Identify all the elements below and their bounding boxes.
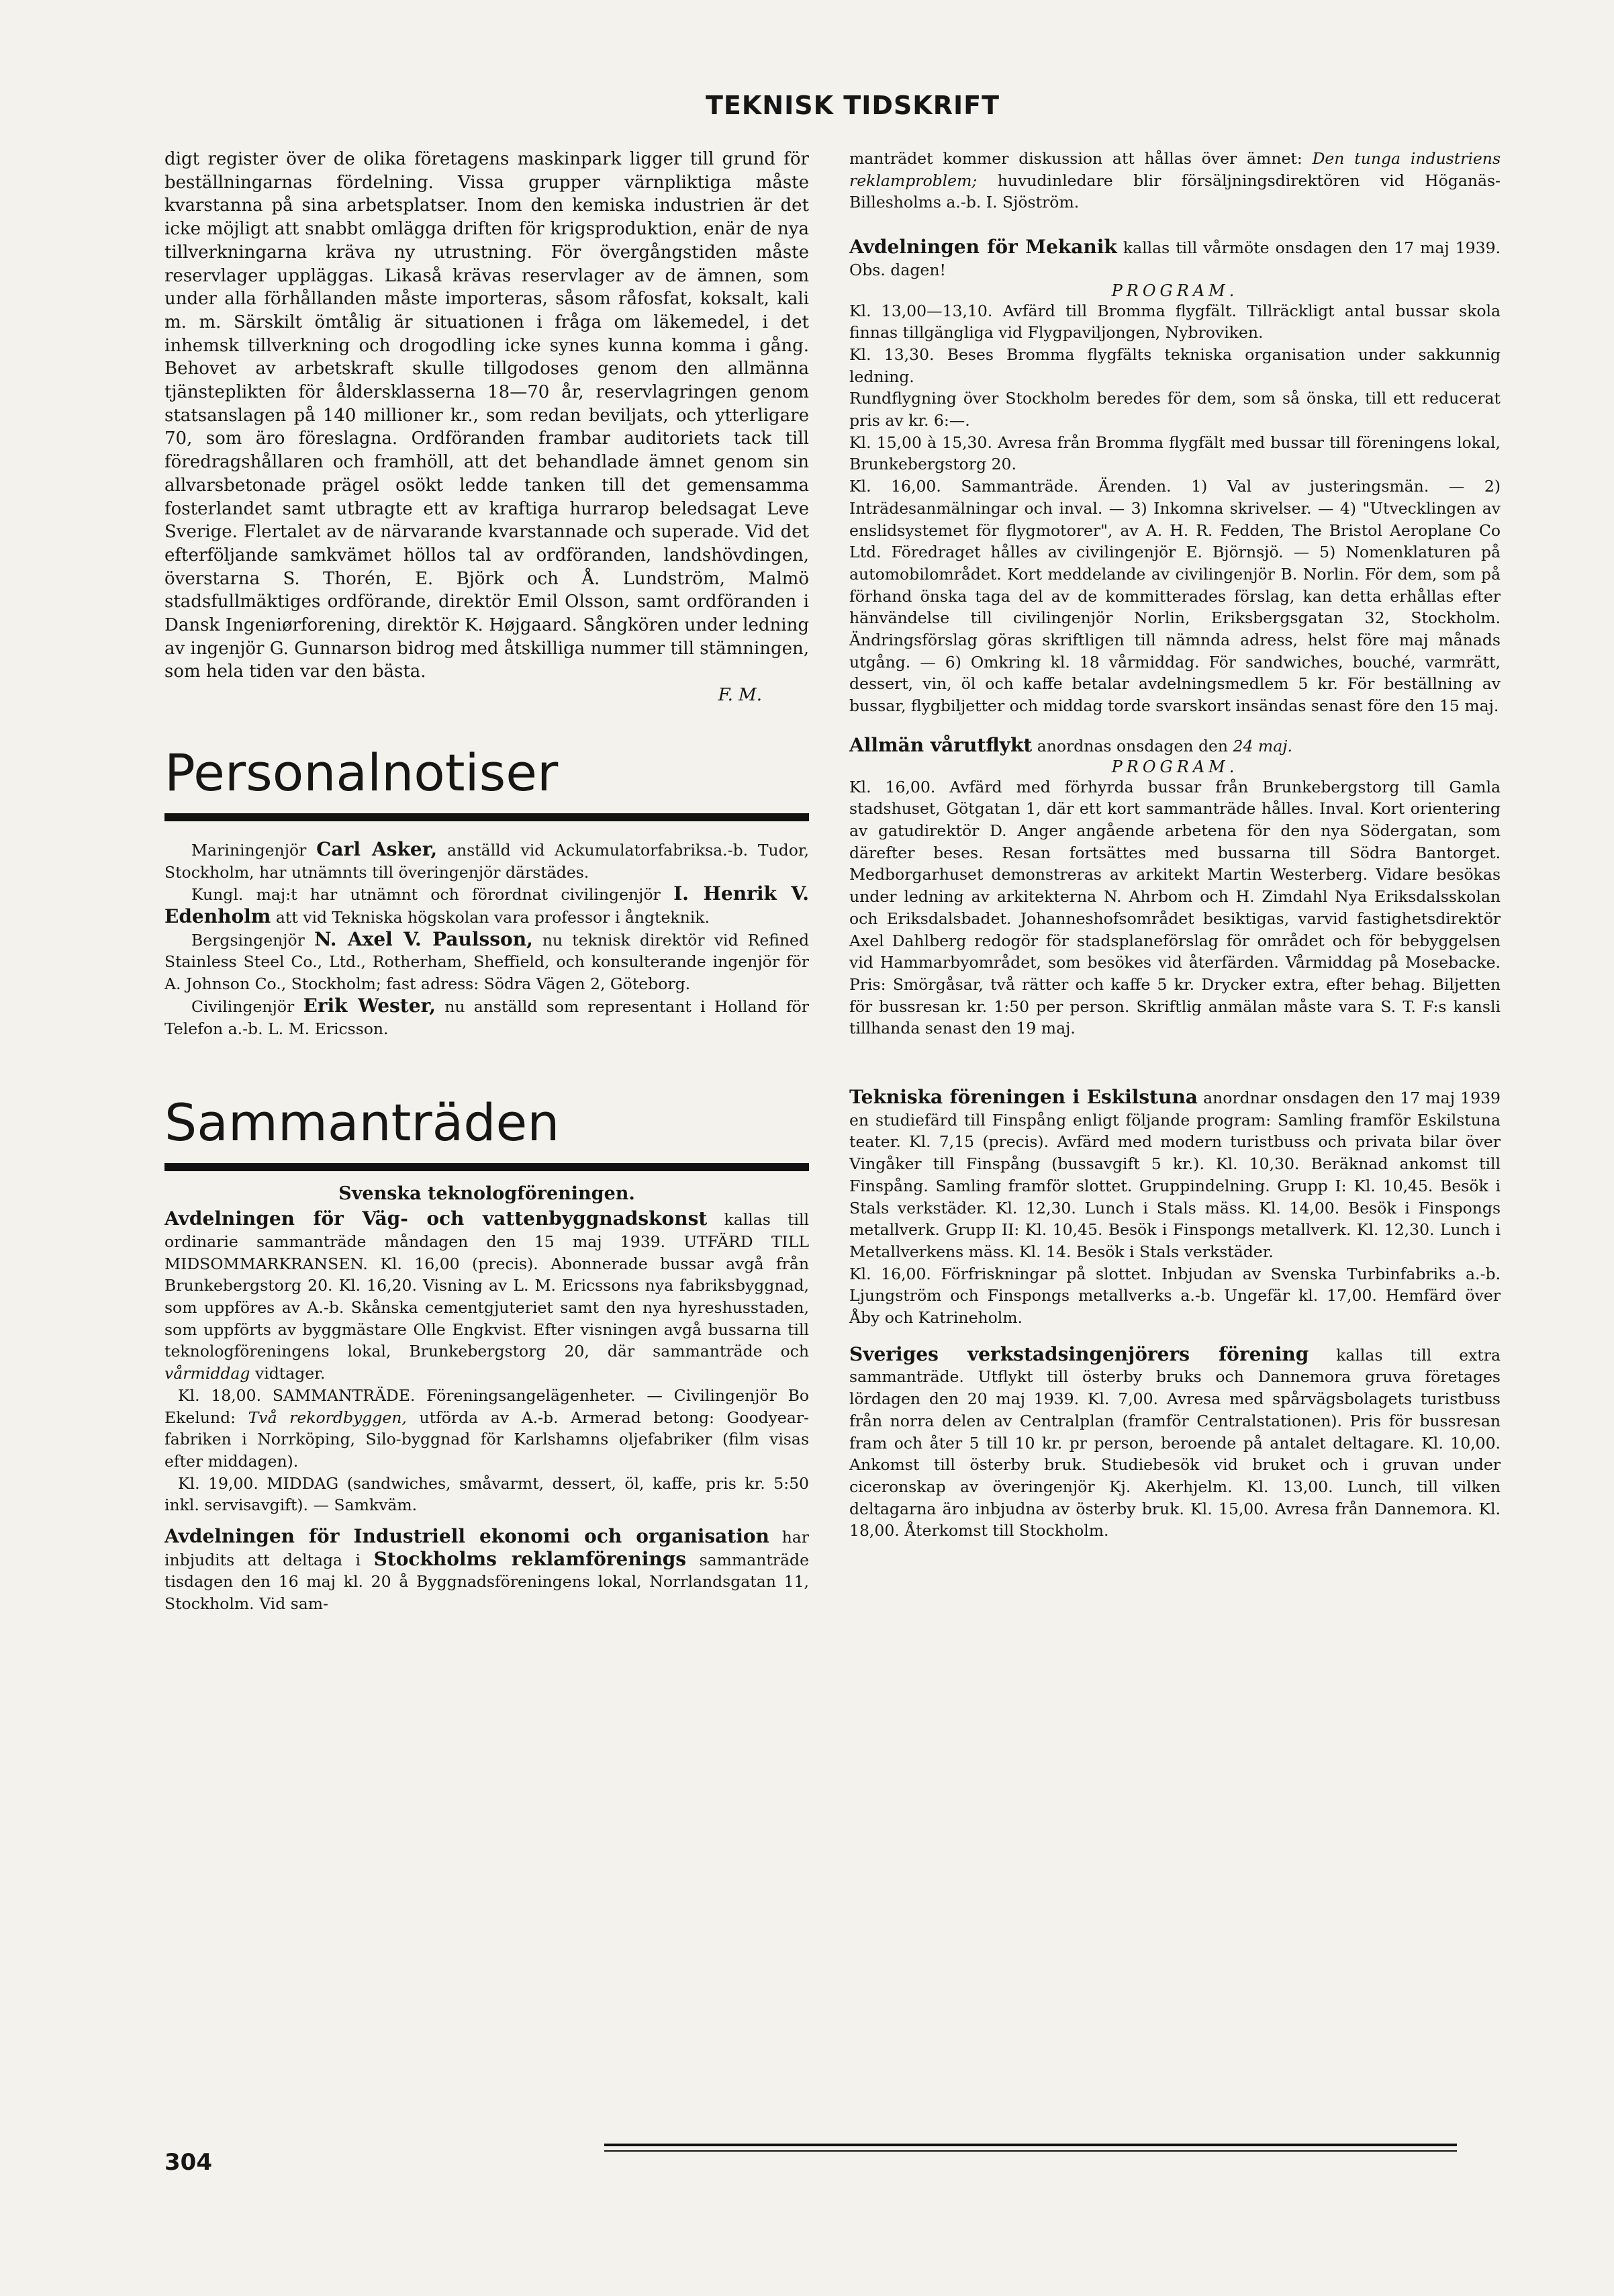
page-number: 304 [164,2149,212,2176]
personal-item: Civilingenjör Erik Wester, nu anställd som representant i Holland för Telefon a.-b. L. M. Ericsson. [164,994,809,1038]
meetings-heading: Sammanträden [164,1093,560,1153]
mekanik-program-item: Kl. 16,00. Sammanträde. Ärenden. 1) Val av justeringsmän. — 2) Inträdesanmälningar och inval. — 3) Inkomna skrivelser. — 4) "Utvecklingen av enslidsystemet för flygmotorer", av A. H. R. Fedden, The Bristol Aeroplane Co Ltd. Föredraget hålles av civilingenjör E. Björnsjö. — 5) Nomenklaturen på automobilområdet. Kort meddelande av civilingenjör B. Norlin. För dem, som på förhand önska taga del av de kommitterades förslag, kan detta erhållas efter hänvändelse till civilingenjör Norlin, Eriksbergsgatan 32, Stockholm. Ändringsförslag göras skriftligen till nämnda adress, helst före maj månads utgång. — 6) Omkring kl. 18 vårmiddag. För sandwiches, bouché, varmrätt, dessert, vin, öl och kaffe betalar avdelningsmedlem 5 kr. För beställning av bussar, flygbiljetter och middag torde svarskort insändas senast före den 15 maj. [849,477,1501,716]
varutflykt-program-heading: PROGRAM. [1111,757,1239,776]
verkstad-notice: Sveriges verkstadsingenjörers förening kallas till extra sammanträde. Utflykt till österby bruks och Dannemora gruva företages lördagen den 20 maj 1939. Kl. 7,00. Avresa med spårvägsbolagets turistbuss från norra delen av Centralplan (framför Centralstationen). Pris för bussresan fram och åter 5 till 10 kr. pr person, beroende på antalet deltagare. Kl. 10,00. Ankomst till österby bruk. Studiebesök vid bruket och i gruvan under ciceronskap av överingenjör Kj. Akerhjelm. Kl. 13,00. Lunch, till vilken deltagarna äro inbjudna av österby bruk. Kl. 15,00. Avresa från Dannemora. Kl. 18,00. Återkomst till Stockholm. [849,1342,1501,1541]
eskilstuna-notice: Tekniska föreningen i Eskilstuna anordnar onsdagen den 17 maj 1939 en studiefärd till Finspång enligt följande program: Samling framför Eskilstuna teater. Kl. 7,15 (precis). Avfärd med modern turistbuss och privata bilar över Vingåker till Finspång (bussavgift 5 kr.). Kl. 10,30. Beräknad ankomst till Finspång. Samling framför slottet. Gruppindelning. Grupp I: Kl. 10,45. Besök i Stals verkstäder. Kl. 12,30. Lunch i Stals mäss. Kl. 14,00. Besök i Finspongs metallverk. Grupp II: Kl. 10,45. Besök i Finspongs metallverk. Kl. 12,30. Lunch i Metallverkens mäss. Kl. 14. Besök i Stals verkstäder. [849,1086,1501,1261]
intro-signature: F. M. [718,685,762,706]
mekanik-program-item: Rundflygning över Stockholm beredes för dem, som så önska, till ett reducerat pris av kr. 6:—. [849,389,1501,430]
heading-rule [164,1163,809,1171]
svtf-heading: Svenska teknologföreningen. [338,1183,635,1205]
personal-item: Mariningenjör Carl Asker, anställd vid Ackumulatorfabriksa.-b. Tudor, Stockholm, har utnämnts till överingenjör därstädes. [164,837,809,882]
vag-notice: Avdelningen för Väg- och vattenbyggnadskonst kallas till ordinarie sammanträde måndagen den 15 maj 1939. UTFÄRD TILL MIDSOMMARKRANSEN. Kl. 16,00 (precis). Abonnerade bussar avgå från Brunkebergstorg 20. Kl. 16,20. Visning av L. M. Ericssons nya fabriksbyggnad, som uppföres av A.-b. Skånska cementgjuteriet samt den nya hyreshusstaden, som uppförts av byggmästare Olle Engkvist. Efter visningen avgå bussarna till teknologföreningens lokal, Brunkebergstorg 20, där sammanträde och vårmiddag vidtager. [164,1207,809,1383]
journal-title: TEKNISK TIDSKRIFT [705,91,1000,120]
right-column [849,148,1501,1542]
intro-signature-row [164,684,809,707]
varutflykt-text: Kl. 16,00. Avfärd med förhyrda bussar från Brunkebergstorg till Gamla stadshuset, Götgatan 1, där ett kort sammanträde hålles. Inval. Kort orientering av gatudirektör D. Anger angående arbetena för den nya Södergatan, som därefter beses. Resan fortsättes med bussarna till Södra Bantorget. Medborgarhuset demonstreras av arkitekt Martin Westerberg. Vidare besökas under ledning av arkitekterna N. Ahrbom och H. Zimdahl Nya Eriksdalsskolan och Eriksdalsbadet. Johanneshofsområdet besiktigas, varvid fastighetsdirektör Axel Dahlberg redogör för stadsplaneförslag för området och för bebyggelsen vid Hammarbyområdet, som besökes vid återfärden. Vårmiddag på Mosebacke. Pris: Smörgåsar, två rätter och kaffe 5 kr. Drycker extra, efter behag. Biljetten för bussresan kr. 1:50 per person. Skriftlig anmälan måste vara S. T. F:s kansli tillhanda senast den 19 maj. [849,777,1501,1038]
footer-rule [604,2144,1457,2146]
personal-list [164,839,809,1040]
vag-notice-3: Kl. 19,00. MIDDAG (sandwiches, småvarmt, dessert, öl, kaffe, pris kr. 5:50 inkl. servisavgift). — Samkväm. [164,1473,809,1515]
mekanik-program-item: Kl. 15,00 à 15,30. Avresa från Bromma flygfält med bussar till föreningens lokal, Brunkebergstorg 20. [849,432,1501,474]
continuation-text: manträdet kommer diskussion att hållas över ämnet: Den tunga industriens reklamproblem; huvudinledare blir försäljningsdirektören vid Höganäs-Billesholms a.-b. I. Sjöström. [849,149,1501,212]
mekanik-program-heading: PROGRAM. [1111,281,1239,300]
left-column [164,148,809,1615]
heading-rule [164,813,809,821]
vag-notice-2: Kl. 18,00. SAMMANTRÄDE. Föreningsangelägenheter. — Civilingenjör Bo Ekelund: Två rekordbyggen, utförda av A.-b. Armerad betong: Goodyear-fabriken i Norrköping, Silo-byggnad för Karlshamns oljefabriker (film visas efter middagen). [164,1385,810,1471]
intro-article-text: digt register över de olika företagens maskinpark ligger till grund för beställningarnas fördelning. Vissa grupper värnpliktiga måste kvarstanna på sina arbetsplatser. Inom den kemiska industrien är det icke möjligt att snabbt omlägga driften för krigsproduktion, enär de nya tillverkningarna kräva ny utrustning. För övergångstiden måste reservlager uppläggas. Likaså krävas reservlager av de ämnen, som under alla förhållanden måste importeras, såsom råfosfat, koksalt, kali m. m. Särskilt ömtålig är situationen i fråga om läkemedel, i det inhemsk tillverkning och drogodling icke synes kunna komma i gång. Behovet av arbetskraft skulle tillgodoses genom den allmänna tjänsteplikten för åldersklasserna 18—70 år, reservlagringen genom statsanslagen på 140 millioner kr., som redan beviljats, och ytterligare 70, som äro föreslagna. Ordföranden frambar auditoriets tack till föredragshållaren och framhöll, att det behandlade ämnet genom sin allvarsbetonade prägel osökt ledde tanken till det gemensamma fosterlandet samt utbragte ett av kraftiga hurrarop beledsagat Leve Sverige. Flertalet av de närvarande kvarstannade och superade. Vid det efterföljande samkvämet höllos tal av ordföranden, landshövdingen, överstarna S. Thorén, E. Björk och Å. Lundström, Malmö stadsfullmäktiges ordförande, direktör Emil Olsson, samt ordföranden i Dansk Ingeniørforening, direktör K. Højgaard. Sångkören under ledning av ingenjör G. Gunnarson bidrog med åtskilliga nummer till stämningen, som hela tiden var den bästa. [164,149,809,682]
mekanik-program-item: Kl. 13,00—13,10. Avfärd till Bromma flygfält. Tillräckligt antal bussar skola finnas tillgängliga vid Flygpaviljongen, Nybroviken. [849,301,1501,342]
industri-notice: Avdelningen för Industriell ekonomi och organisation har inbjudits att deltaga i Stockholms reklamförenings sammanträde tisdagen den 16 maj kl. 20 å Byggnadsföreningens lokal, Norrlandsgatan 11, Stockholm. Vid sam- [164,1525,809,1614]
footer-rule-thin [604,2150,1457,2152]
mekanik-program-item: Kl. 13,30. Beses Bromma flygfälts tekniska organisation under sakkunnig ledning. [849,345,1501,386]
mekanik-notice: Avdelningen för Mekanik kallas till vårmöte onsdagen den 17 maj 1939. Obs. dagen! [849,236,1501,279]
varutflykt-notice: Allmän vårutflykt anordnas onsdagen den 24 maj. [849,733,1292,756]
personal-heading: Personalnotiser [164,742,559,802]
eskilstuna-notice-2: Kl. 16,00. Förfriskningar på slottet. Inbjudan av Svenska Turbinfabriks a.-b. Ljungström och Finspongs metallverks a.-b. Ungefär kl. 17,00. Hemfärd över Åby och Katrineholm. [849,1264,1501,1328]
personal-item: Bergsingenjör N. Axel V. Paulsson, nu teknisk direktör vid Refined Stainless Steel Co., Ltd., Rotherham, Sheffield, och konsulterande ingenjör för A. Johnson Co., Stockholm; fast adress: Södra Vägen 2, Göteborg. [164,927,809,994]
personal-item: Kungl. maj:t har utnämnt och förordnat civilingenjör I. Henrik V. Edenholm att vid Tekniska högskolan vara professor i ångteknik. [164,882,809,927]
